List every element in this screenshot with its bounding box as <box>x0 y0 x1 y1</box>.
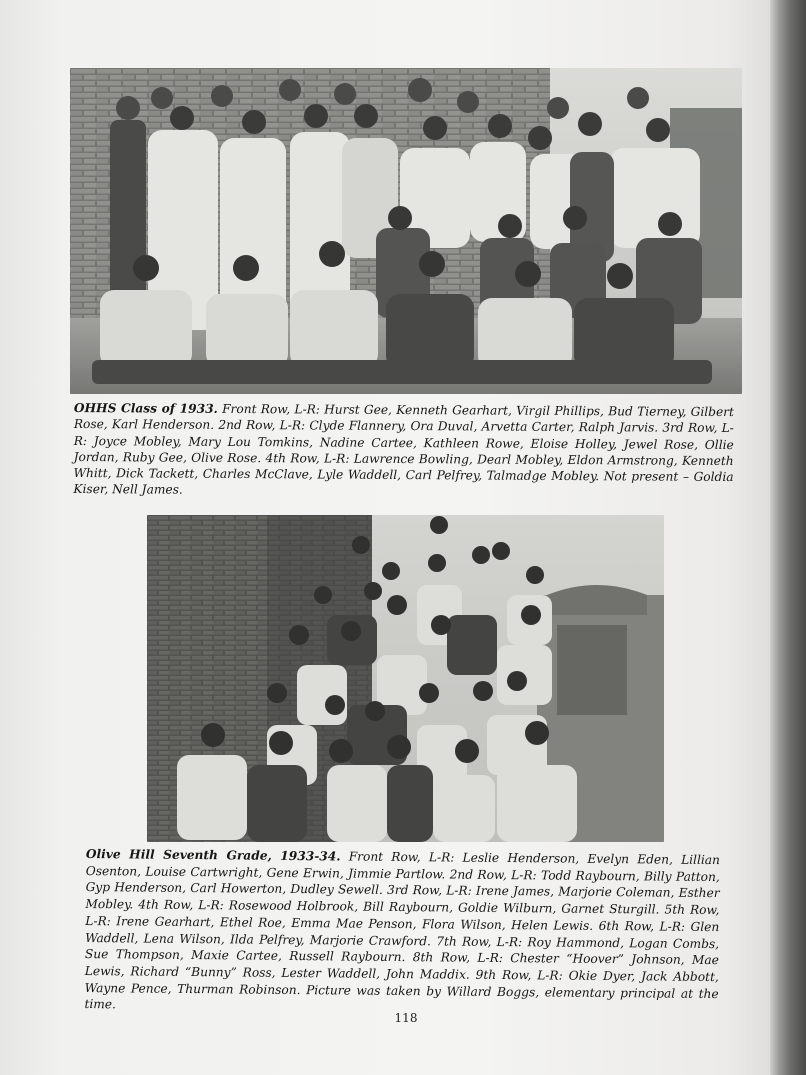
caption-lead: OHHS Class of 1933. <box>73 400 218 416</box>
photo-class-of-1933 <box>70 68 742 394</box>
caption-lead: Olive Hill Seventh Grade, 1933-34. <box>85 846 341 864</box>
photo-seventh-grade-1933-34 <box>147 515 664 842</box>
caption-text: Front Row, L-R: Hurst Gee, Kenneth Gearhart, Virgil Phillips, Bud Tierney, Gilbert Rose, Karl Henderson. 2nd Row, L-R: Clyde Flannery, Ora Duval, Arvetta Carter, Ralph Jarvis. 3rd Row, L-R: Joyce Mobley, Mary Lou Tomkins, Nadine Cartee, Kathleen Rowe, Eloise Holley, Jewel Rose, Ollie Jordan, Ruby Gee, Olive Rose. 4th Row, L-R: Lawrence Bowling, Dearl Mobley, Eldon Armstrong, Kenneth Whitt, Dick Tackett, Charles McClave, Lyle Waddell, Carl Pelfrey, Talmadge Mobley. Not present – Goldia Kiser, Nell James. <box>73 401 734 498</box>
caption-seventh-grade-1933-34 <box>84 846 720 1019</box>
page-number: 118 <box>394 1011 418 1025</box>
caption-class-of-1933 <box>73 400 734 502</box>
caption-text: Front Row, L-R: Leslie Henderson, Evelyn Eden, Lillian Osenton, Louise Cartwright, Gene Erwin, Jimmie Partlow. 2nd Row, L-R: Todd Raybourn, Billy Patton, Gyp Henderson, Carl Howerton, Dudley Sewell. 3rd Row, L-R: Irene James, Marjorie Coleman, Esther Mobley. 4th Row, L-R: Rosewood Holbrook, Bill Raybourn, Goldie Wilburn, Garnet Sturgill. 5th Row, L-R: Irene Gearhart, Ethel Roe, Emma Mae Penson, Flora Wilson, Helen Lewis. 6th Row, L-R: Glen Waddell, Lena Wilson, Ilda Pelfrey, Marjorie Crawford. 7th Row, L-R: Roy Hammond, Logan Combs, Sue Thompson, Maxie Cartee, Russell Raybourn. 8th Row, L-R: Chester “Hoover” Johnson, Mae Lewis, Richard “Bunny” Ross, Lester Waddell, John Maddix. 9th Row, L-R: Okie Dyer, Jack Abbott, Wayne Pence, Thurman Robinson. Picture was taken by Willard Boggs, elementary principal at the time. <box>84 849 720 1012</box>
book-spine-gutter <box>770 0 806 1075</box>
